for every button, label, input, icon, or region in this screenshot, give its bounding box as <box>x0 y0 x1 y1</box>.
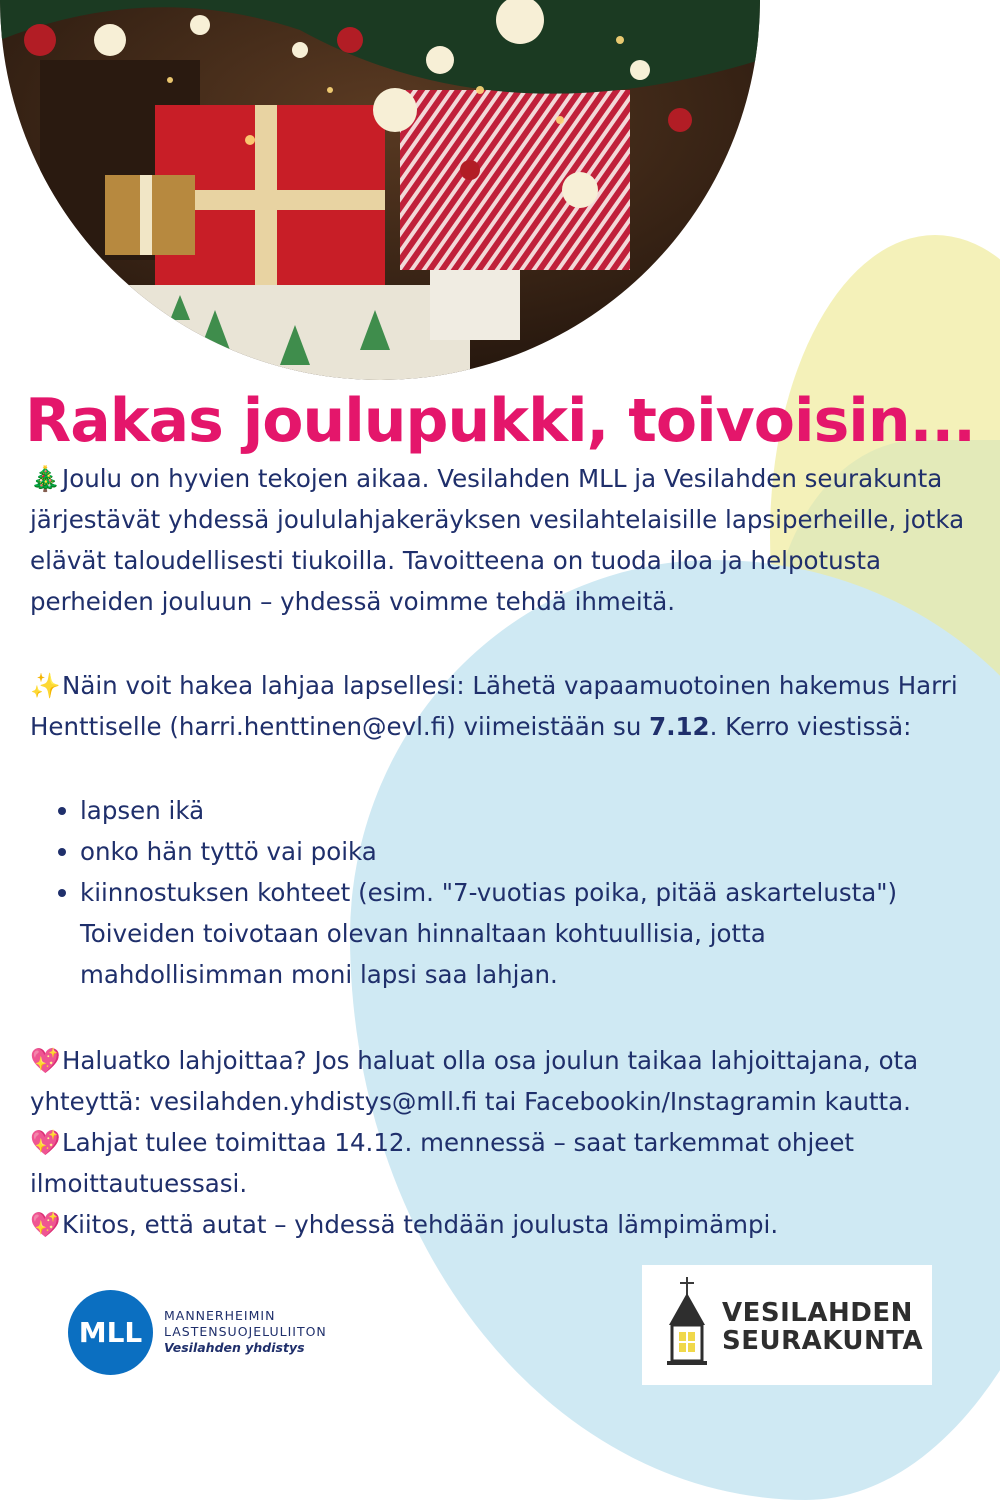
list-item: lapsen ikä <box>50 790 970 831</box>
church-logo-text <box>722 1299 923 1355</box>
christmas-gifts-photo <box>0 0 760 380</box>
deadline-date: 7.12 <box>649 712 710 741</box>
apply-text: Näin voit hakea lahjaa lapsellesi: Lähetä vapaamuotoinen hakemus Harri Henttiselle (harri.henttinen@evl.fi) viimeistään su <box>30 671 958 741</box>
church-logo <box>642 1265 932 1385</box>
gifts-under-tree-illustration <box>0 0 760 380</box>
intro-text: Joulu on hyvien tekojen aikaa. Vesilahden MLL ja Vesilahden seurakunta järjestävät yhdessä joululahjakeräyksen vesilahtelaisille lapsiperheille, jotka elävät taloudellisesti tiukoilla. Tavoitteena on tuoda iloa ja helpotusta perheiden jouluun – yhdessä voimme tehdä ihmeitä. <box>30 464 965 616</box>
mll-logo-mark: MLL <box>68 1290 153 1375</box>
criteria-list <box>50 790 970 995</box>
apply-paragraph <box>30 665 980 747</box>
apply-text-end: . Kerro viestissä: <box>709 712 912 741</box>
list-item: onko hän tyttö vai poika <box>50 831 970 872</box>
sparkling-heart-icon: 💖 <box>30 1128 61 1157</box>
donate-text: Haluatko lahjoittaa? Jos haluat olla osa joulun taikaa lahjoittajana, ota yhteyttä: vesilahden.yhdistys@mll.fi tai Facebookin/Instagramin kautta. <box>30 1046 919 1116</box>
church-logo-line2: SEURAKUNTA <box>722 1326 924 1356</box>
mll-logo <box>68 1290 368 1370</box>
christmas-tree-icon: 🎄 <box>30 464 61 493</box>
delivery-text: Lahjat tulee toimittaa 14.12. mennessä – saat tarkemmat ohjeet ilmoittautuessasi. <box>30 1128 855 1198</box>
mll-logo-line3: Vesilahden yhdistys <box>164 1340 305 1355</box>
list-item: kiinnostuksen kohteet (esim. "7-vuotias poika, pitää askartelusta") Toiveiden toivotaan olevan hinnaltaan kohtuullisia, jotta mahdollisimman moni lapsi saa lahjan. <box>50 872 970 995</box>
church-icon <box>667 1277 707 1367</box>
sparkling-heart-icon: 💖 <box>30 1210 61 1239</box>
sparkling-heart-icon: 💖 <box>30 1046 61 1075</box>
church-logo-line1: VESILAHDEN <box>722 1298 913 1328</box>
mll-logo-line1: MANNERHEIMIN <box>164 1308 276 1323</box>
intro-paragraph <box>30 458 980 622</box>
page-title: Rakas joulupukki, toivoisin... <box>25 386 975 456</box>
thanks-text: Kiitos, että autat – yhdessä tehdään joulusta lämpimämpi. <box>62 1210 779 1239</box>
donate-section <box>30 1040 980 1245</box>
sparkles-icon: ✨ <box>30 671 61 700</box>
mll-logo-text <box>164 1308 327 1356</box>
mll-logo-line2: LASTENSUOJELULIITON <box>164 1324 327 1339</box>
